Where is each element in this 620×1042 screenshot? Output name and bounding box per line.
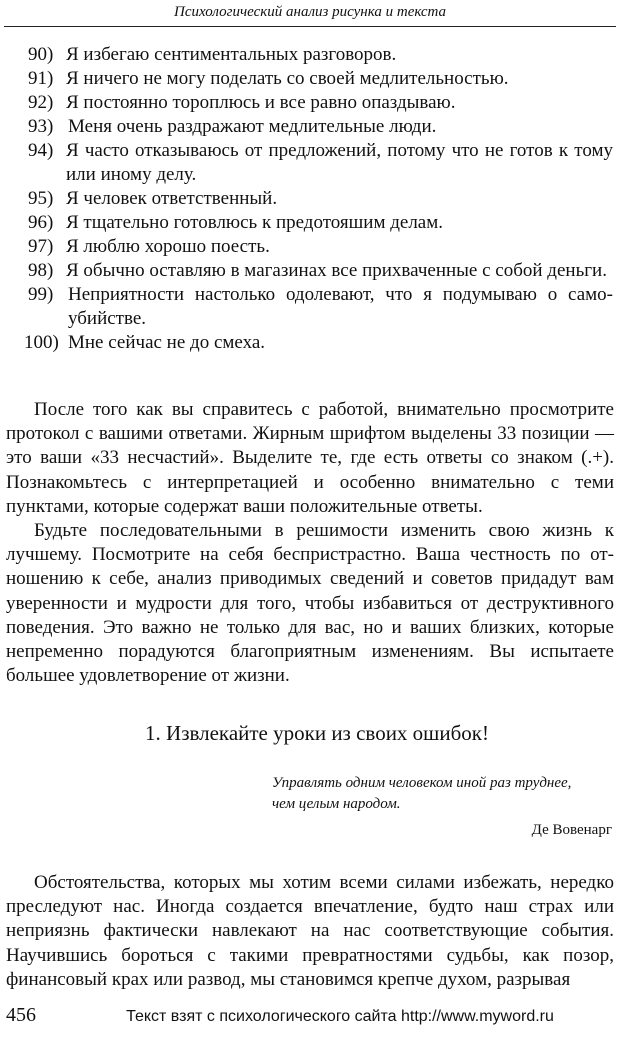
list-item-text: Я тщательно готовлюсь к предотояшим делам. — [66, 212, 444, 233]
list-item — [28, 91, 613, 115]
list-item-number: 91) — [28, 68, 54, 89]
list-item-text: Мне сейчас не до смеха. — [68, 332, 266, 353]
list-item — [28, 235, 613, 259]
list-item-text: Я ничего не могу поделать со своей медлительностью. — [66, 68, 509, 89]
epigraph-author: Де Вовенарг — [531, 822, 612, 838]
list-item-number: 90) — [28, 44, 54, 65]
list-item-number: 98) — [28, 260, 54, 281]
list-item — [28, 283, 613, 331]
epigraph-line: чем целым народом. — [272, 796, 401, 812]
section-title: 1. Извлекайте уроки из своих ошибок! — [145, 721, 489, 745]
list-item-number: 97) — [28, 236, 54, 257]
list-item-text: Я человек ответственный. — [66, 188, 278, 209]
paragraph-text: Обстоятельства, которых мы хотим всеми силами избежать, нередко преследуют нас. Иногда создается впечатление, будто наш страх или неприязнь фактически навлекают на нас соответствующие события. Научившись бороться с такими превратностями судьбы, как позор, финансовый крах или развод, мы становимся крепче духом, разрывая — [6, 872, 614, 990]
list-item — [28, 67, 613, 91]
list-item — [28, 187, 613, 211]
list-item — [24, 331, 613, 355]
list-item — [28, 43, 613, 67]
list-item-text: Меня очень раздражают медлительные люди. — [68, 116, 437, 137]
epigraph — [252, 773, 612, 815]
list-item — [28, 139, 613, 187]
list-item-number: 99) — [28, 284, 54, 305]
list-item-number: 100) — [24, 332, 59, 353]
list-item — [28, 115, 613, 139]
page-number: 456 — [6, 1004, 36, 1026]
paragraph-advice — [6, 519, 614, 688]
list-item-text: Я избегаю сентиментальных разговоров. — [66, 44, 397, 65]
header-rule — [4, 26, 616, 27]
list-item — [28, 259, 613, 283]
questionnaire-list — [24, 43, 613, 355]
paragraph-instructions — [6, 398, 614, 519]
epigraph-line: Управлять одним человеком иной раз труднее, — [272, 775, 572, 791]
list-item — [28, 211, 613, 235]
list-item-text: Я люблю хорошо поесть. — [66, 236, 270, 257]
list-item-number: 94) — [28, 140, 54, 161]
list-item-number: 95) — [28, 188, 54, 209]
footer-source-note: Текст взят с психологического сайта http://www.myword.ru — [126, 1008, 554, 1025]
list-item-number: 96) — [28, 212, 54, 233]
list-item-text: Я часто отказываюсь от предложений, потому что не готов к тому или иному делу. — [66, 140, 613, 185]
paragraph-text: После того как вы справитесь с работой, внимательно просмотрите протокол с вашими ответами. Жирным шрифтом выделены 33 позиции — это ваши «33 несчастий». Выделите те, где есть ответы со знаком (.+). Познакомьтесь с интерпретацией и особенно внимательно с теми пунктами, которые содержат ваши положительные ответы. — [6, 399, 614, 517]
list-item-text: Я постоянно тороплюсь и все равно опаздываю. — [66, 92, 456, 113]
paragraph-section-body — [6, 871, 614, 992]
list-item-text: Неприятности настолько одолевают, что я подумываю о само-убийстве. — [68, 284, 613, 329]
list-item-number: 93) — [28, 116, 54, 137]
paragraph-text: Будьте последовательными в решимости изменить свою жизнь к лучшему. Посмотрите на себя беспристрастно. Ваша честность по отношению к себе, анализ приводимых сведений и советов придадут вам уверенности и мудрости для того, чтобы избавиться от деструктивного поведения. Это важно не только для вас, но и ваших близких, которые непременно порадуются благоприятным изменениям. Вы испытаете большее удовлетворение от жизни. — [6, 520, 614, 687]
list-item-text: Я обычно оставляю в магазинах все прихваченные с собой деньги. — [66, 260, 607, 281]
list-item-number: 92) — [28, 92, 54, 113]
running-head: Психологический анализ рисунка и текста — [173, 4, 446, 20]
